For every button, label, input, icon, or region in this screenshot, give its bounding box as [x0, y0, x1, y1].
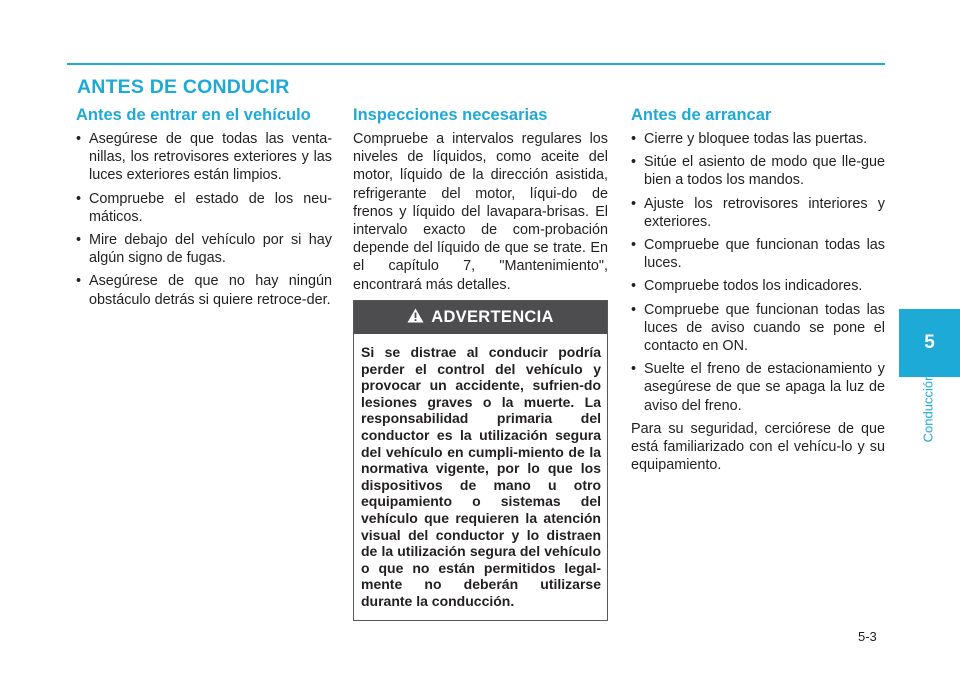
warning-title: ADVERTENCIA	[431, 308, 554, 326]
list-item: • Compruebe que funcionan todas las luces.	[631, 236, 885, 272]
list-item: • Compruebe el estado de los neu-máticos.	[76, 190, 332, 226]
inspections-paragraph: Compruebe a intervalos regulares los niveles de líquidos, como aceite del motor, líquido de la dirección asistida, refrigerante del motor, líqui-do de frenos y líquido del lavapara-brisas. El intervalo exacto de com-probación depende del líquido de que se trate. En el capítulo 7, "Mantenimiento", encontrará más detalles.	[353, 131, 608, 293]
list-item: • Compruebe todos los indicadores.	[631, 277, 885, 295]
bullet-list-before-starting	[631, 130, 885, 415]
list-item: • Asegúrese de que no hay ningún obstáculo detrás si quiere retroce-der.	[76, 272, 332, 308]
middle-column	[353, 104, 608, 294]
safety-paragraph: Para su seguridad, cerciórese de que está familiarizado con el vehícu-lo y su equipamiento.	[631, 420, 885, 474]
chapter-number: 5	[924, 332, 935, 353]
chapter-label-text: Conducción	[920, 373, 936, 443]
warning-triangle-icon	[407, 308, 424, 328]
page-title: ANTES DE CONDUCIR	[77, 76, 290, 98]
warning-box	[353, 300, 608, 621]
warning-header	[354, 301, 607, 334]
list-item: • Cierre y bloquee todas las puertas.	[631, 130, 885, 148]
chapter-tab	[899, 309, 960, 377]
list-item: • Suelte el freno de estacionamiento y asegúrese de que se apaga la luz de aviso del freno.	[631, 360, 885, 415]
page-number: 5-3	[858, 629, 877, 644]
section-title-before-starting: Antes de arrancar	[631, 106, 772, 124]
section-title-inspections: Inspecciones necesarias	[353, 106, 548, 124]
list-item: • Mire debajo del vehículo por si hay algún signo de fugas.	[76, 231, 332, 267]
list-item: • Compruebe que funcionan todas las luces de aviso cuando se pone el contacto en ON.	[631, 301, 885, 356]
list-item: • Asegúrese de que todas las venta-nillas, los retrovisores exteriores y las luces exteriores están limpios.	[76, 130, 332, 185]
section-title-before-entering: Antes de entrar en el vehículo	[76, 106, 311, 124]
header-rule	[67, 63, 885, 65]
bullet-list-before-entering	[76, 130, 332, 309]
list-item: • Ajuste los retrovisores interiores y exteriores.	[631, 195, 885, 231]
left-column	[76, 104, 332, 314]
right-column	[631, 104, 885, 474]
warning-text: Si se distrae al conducir podría perder el control del vehículo y provocar un accidente, sufrien-do lesiones graves o la muerte. La responsabilidad primaria del conductor es la utilización segura del vehículo en cumpli-miento de la normativa vigente, por lo que los dispositivos de mano u otro equipamiento o sistemas del vehículo que requieren la atención visual del conductor y lo distraen de la utilización segura del vehículo o que no están permitidos legal-mente no deberán utilizarse durante la conducción.	[361, 344, 601, 609]
list-item: • Sitúe el asiento de modo que lle-gue bien a todos los mandos.	[631, 153, 885, 189]
